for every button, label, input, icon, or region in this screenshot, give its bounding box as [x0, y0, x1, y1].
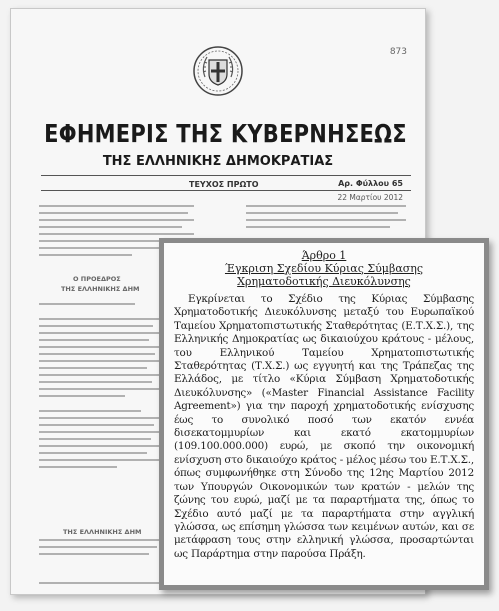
- background-heading-3: ΤΗΣ ΕΛΛΗΝΙΚΗΣ ΔΗΜ: [63, 528, 142, 536]
- gazette-title: ΕΦΗΜΕΡΙΣ ΤΗΣ ΚΥΒΕΡΝΗΣΕΩΣ: [44, 119, 407, 148]
- header-rule-bottom: [41, 190, 411, 191]
- issue-date: 22 Μαρτίου 2012: [337, 193, 403, 202]
- article-body: Εγκρίνεται το Σχέδιο της Κύριας Σύμβασης Χρηματοδοτικής Διευκόλυνσης μεταξύ του Ευρωπαϊκού Ταμείου Χρηματοπιστωτικής Σταθερότητας (Ε.Τ.Χ.Σ.), της Ελληνικής Δημοκρατίας ως δικαιούχου κράτους - μέλους, του Ελληνικού Ταμείου Χρηματοπιστωτικής Σταθερότητας (Τ.Χ.Σ.) ως εγγυητή και της Τράπεζας της Ελλάδος, με τίτλο «Κύρια Σύμβαση Χρηματοδοτικής Διευκόλυνσης» («Master Financial Assistance Facility Agreement») για την παροχή χρηματοδοτικής ενίσχυσης έως το συνολικό ποσό των εκατόν εννέα δισεκατομμυρίων και εκατό εκατομμυρίων (109.100.000.000) ευρώ, με σκοπό την οικονομική ενίσχυση στο δικαιούχο κράτος - μέλος μέσω του Ε.Τ.Χ.Σ., όπως συμφωνήθηκε στη Σύνοδο της 12ης Μαρτίου 2012 των Υπουργών Οικονομικών των κρατών - μελών της ζώνης του ευρώ, μαζί με τα παραρτήματα της, όπως το Σχέδιο αυτό μαζί με τα παραρτήματα στην αγγλική γλώσσα, ως επίσημη γλώσσα των κειμένων αυτών, και σε μετάφραση τους στην ελληνική γλώσσα, προσαρτώνται ως Παράρτημα στην παρούσα Πράξη.: [174, 293, 474, 560]
- gazette-subtitle: ΤΗΣ ΕΛΛΗΝΙΚΗΣ ΔΗΜΟΚΡΑΤΙΑΣ: [102, 154, 334, 169]
- issue-label: ΤΕΥΧΟΣ ΠΡΩΤΟ: [189, 180, 259, 189]
- zoomed-article-excerpt: [159, 238, 489, 590]
- background-heading-2: ΤΗΣ ΕΛΛΗΝΙΚΗΣ ΔΗΜ: [61, 285, 140, 293]
- article-heading-line2: Χρηματοδοτικής Διευκόλυνσης: [237, 275, 411, 288]
- article-heading-line1: Έγκριση Σχεδίου Κύριας Σύμβασης: [224, 262, 424, 275]
- background-heading-1: Ο ΠΡΟΕΔΡΟΣ: [73, 275, 121, 283]
- header-rule-top: [41, 175, 411, 176]
- background-text-right-top: [246, 205, 406, 233]
- sheet-number: Αρ. Φύλλου 65: [338, 179, 403, 188]
- background-text-left-middle: [39, 303, 159, 473]
- article-number: Άρθρο 1: [301, 249, 347, 262]
- page-number: 873: [389, 47, 407, 57]
- background-text-left-bottom: [39, 539, 164, 560]
- greek-coat-of-arms-icon: [192, 45, 244, 97]
